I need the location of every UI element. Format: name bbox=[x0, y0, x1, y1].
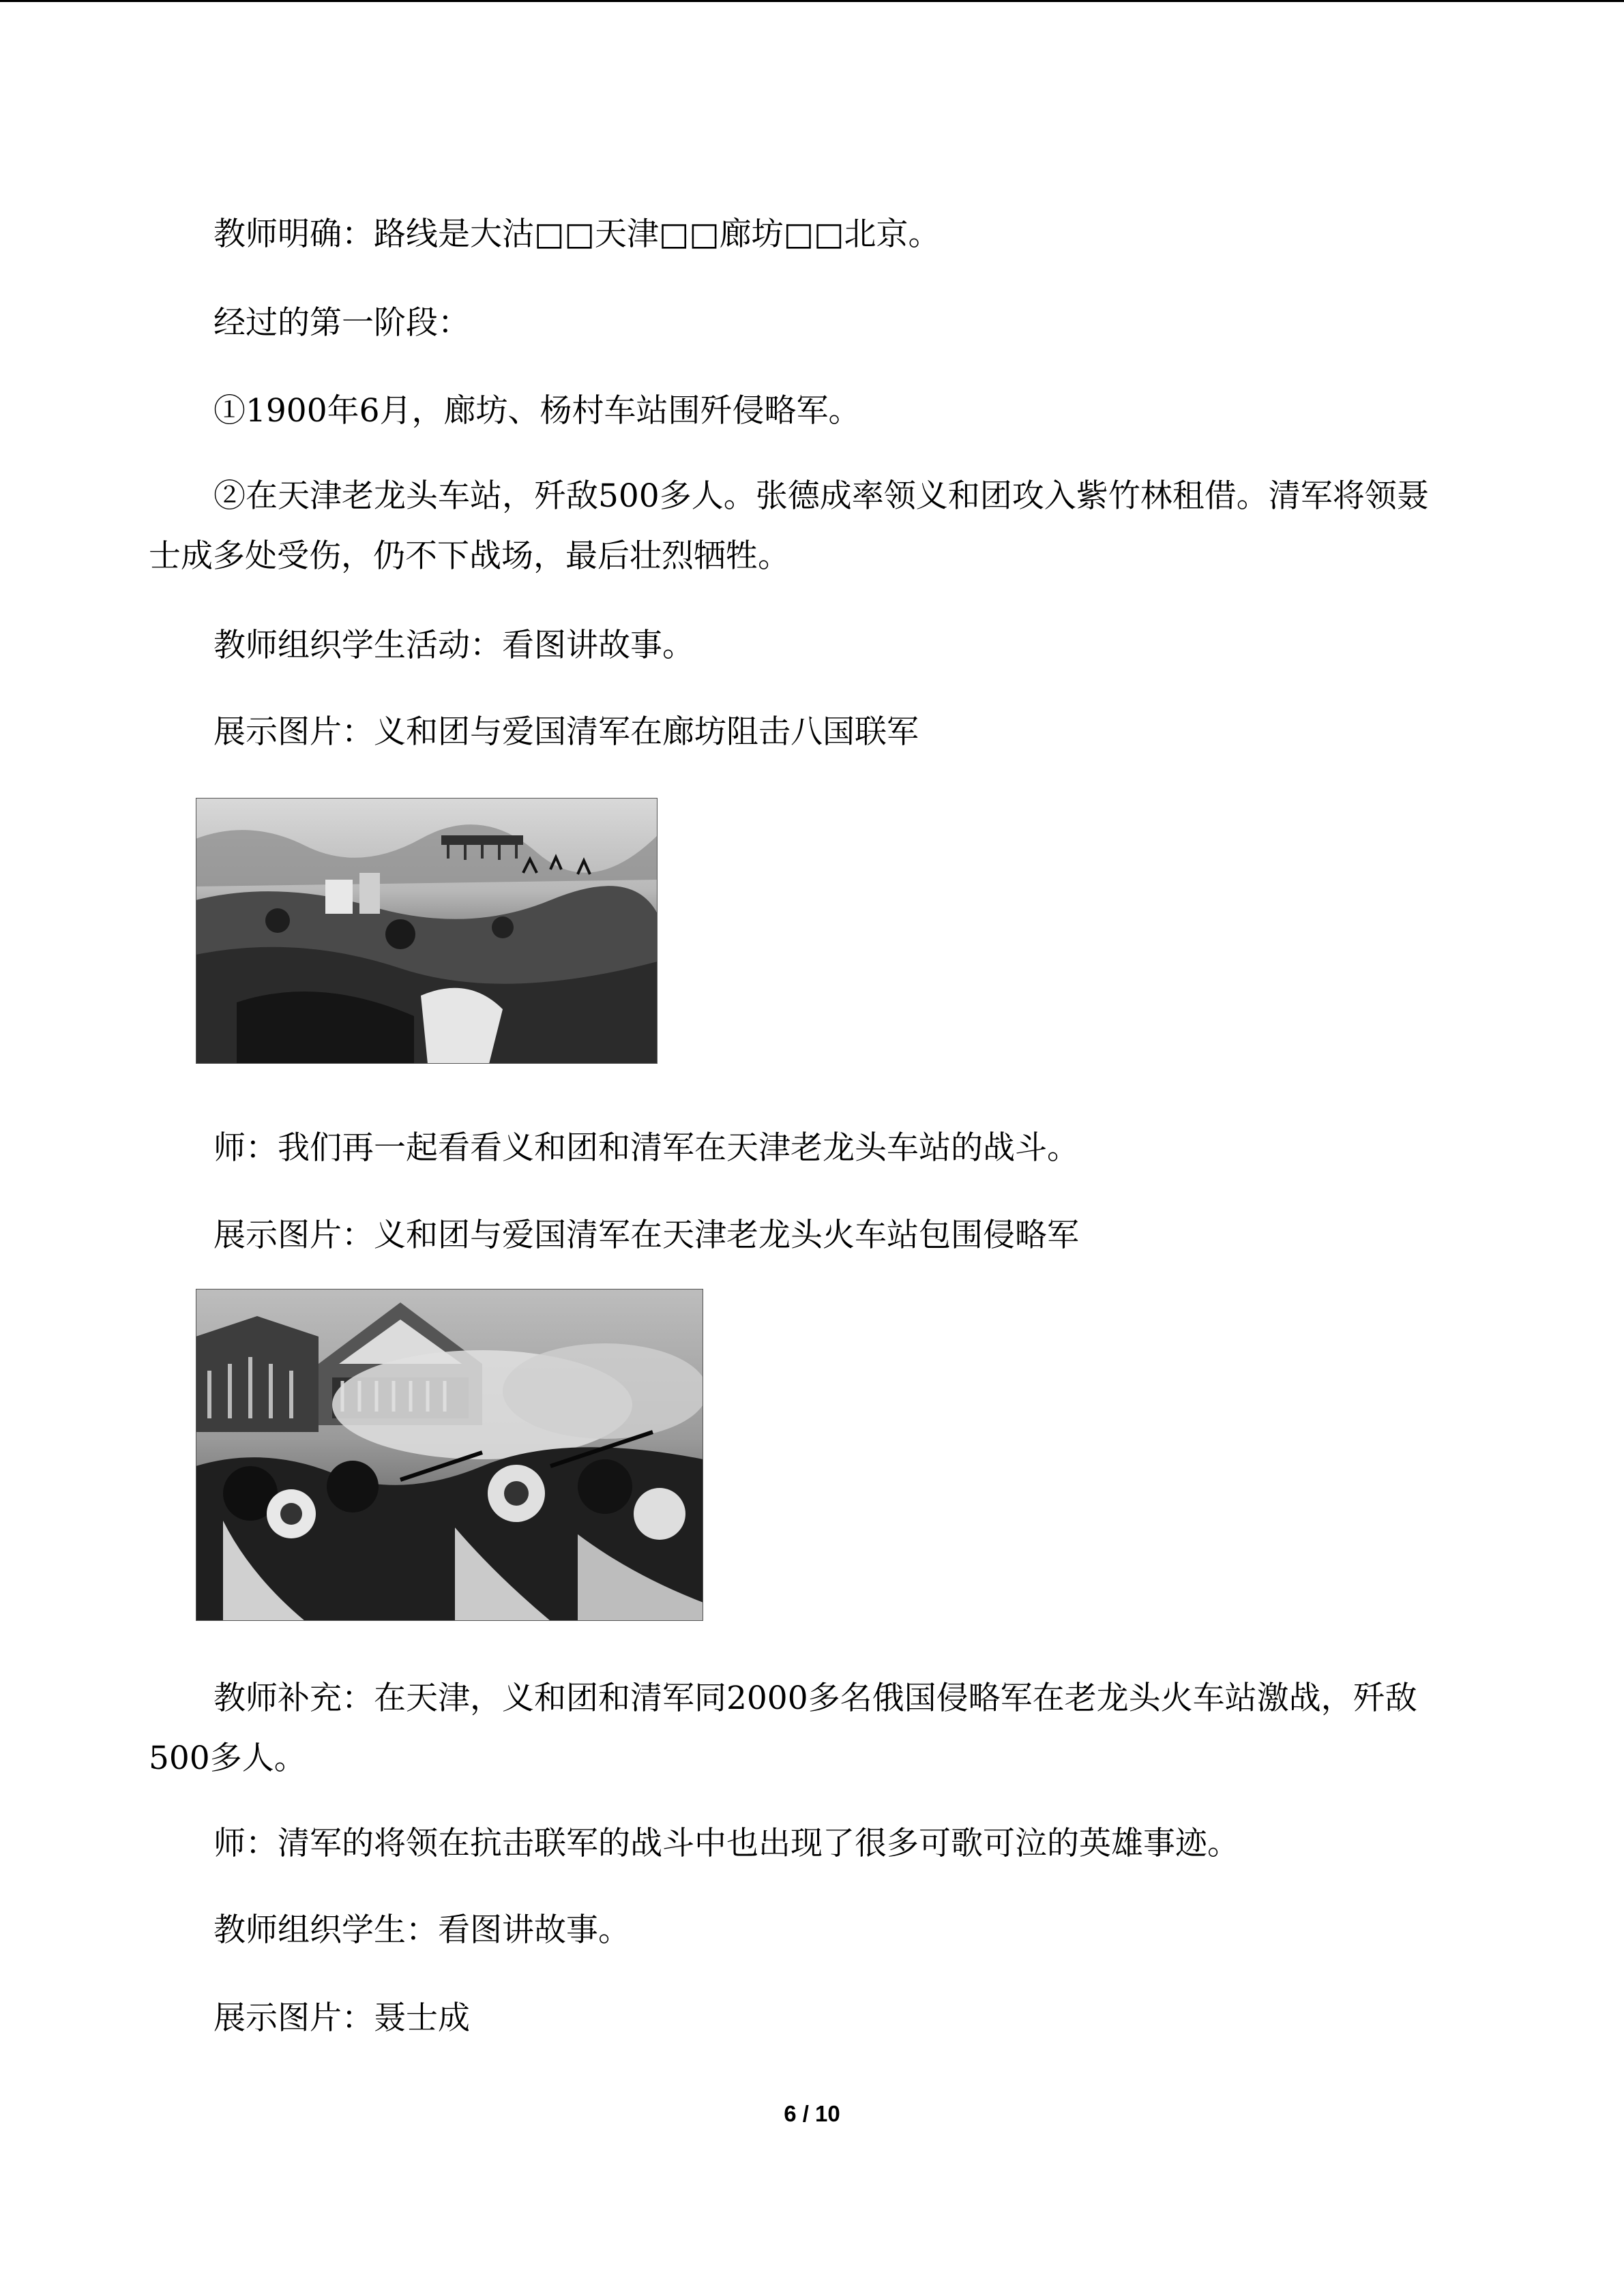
paragraph-teacher-supplement: 教师补充：在天津，义和团和清军同2000多名俄国侵略军在老龙头火车站激战，歼敌500多人。 bbox=[149, 1680, 1417, 1777]
paragraph-image-caption-3: 展示图片：聂士成 bbox=[213, 1999, 470, 2037]
paragraph-route: 教师明确：路线是大沽□□天津□□廊坊□□北京。 bbox=[213, 215, 941, 253]
paragraph-image-caption-1: 展示图片：义和团与爱国清军在廊坊阻击八国联军 bbox=[213, 713, 919, 751]
paragraph-activity-2: 教师组织学生：看图讲故事。 bbox=[213, 1911, 630, 1949]
paragraph-image-caption-2: 展示图片：义和团与爱国清军在天津老龙头火车站包围侵略军 bbox=[213, 1217, 1079, 1254]
battle-photo-laolongtou-station bbox=[196, 1289, 703, 1621]
paragraph-activity-1: 教师组织学生活动：看图讲故事。 bbox=[213, 627, 694, 664]
battle-photo-langfang bbox=[196, 798, 658, 1064]
paragraph-teacher-comment-2: 师：清军的将领在抗击联军的战斗中也出现了很多可歌可泣的英雄事迹。 bbox=[213, 1825, 1239, 1862]
paragraph-stage-one-item-1: ①1900年6月，廊坊、杨村车站围歼侵略军。 bbox=[213, 392, 861, 430]
paragraph-stage-one-heading: 经过的第一阶段： bbox=[213, 304, 470, 342]
paragraph-stage-one-item-2: ②在天津老龙头车站，歼敌500多人。张德成率领义和团攻入紫竹林租借。清军将领聂士成多处受伤，仍不下战场，最后壮烈牺牲。 bbox=[149, 477, 1429, 575]
paragraph-teacher-comment-1: 师：我们再一起看看义和团和清军在天津老龙头车站的战斗。 bbox=[213, 1129, 1079, 1167]
page-number: 6 / 10 bbox=[784, 2101, 840, 2126]
